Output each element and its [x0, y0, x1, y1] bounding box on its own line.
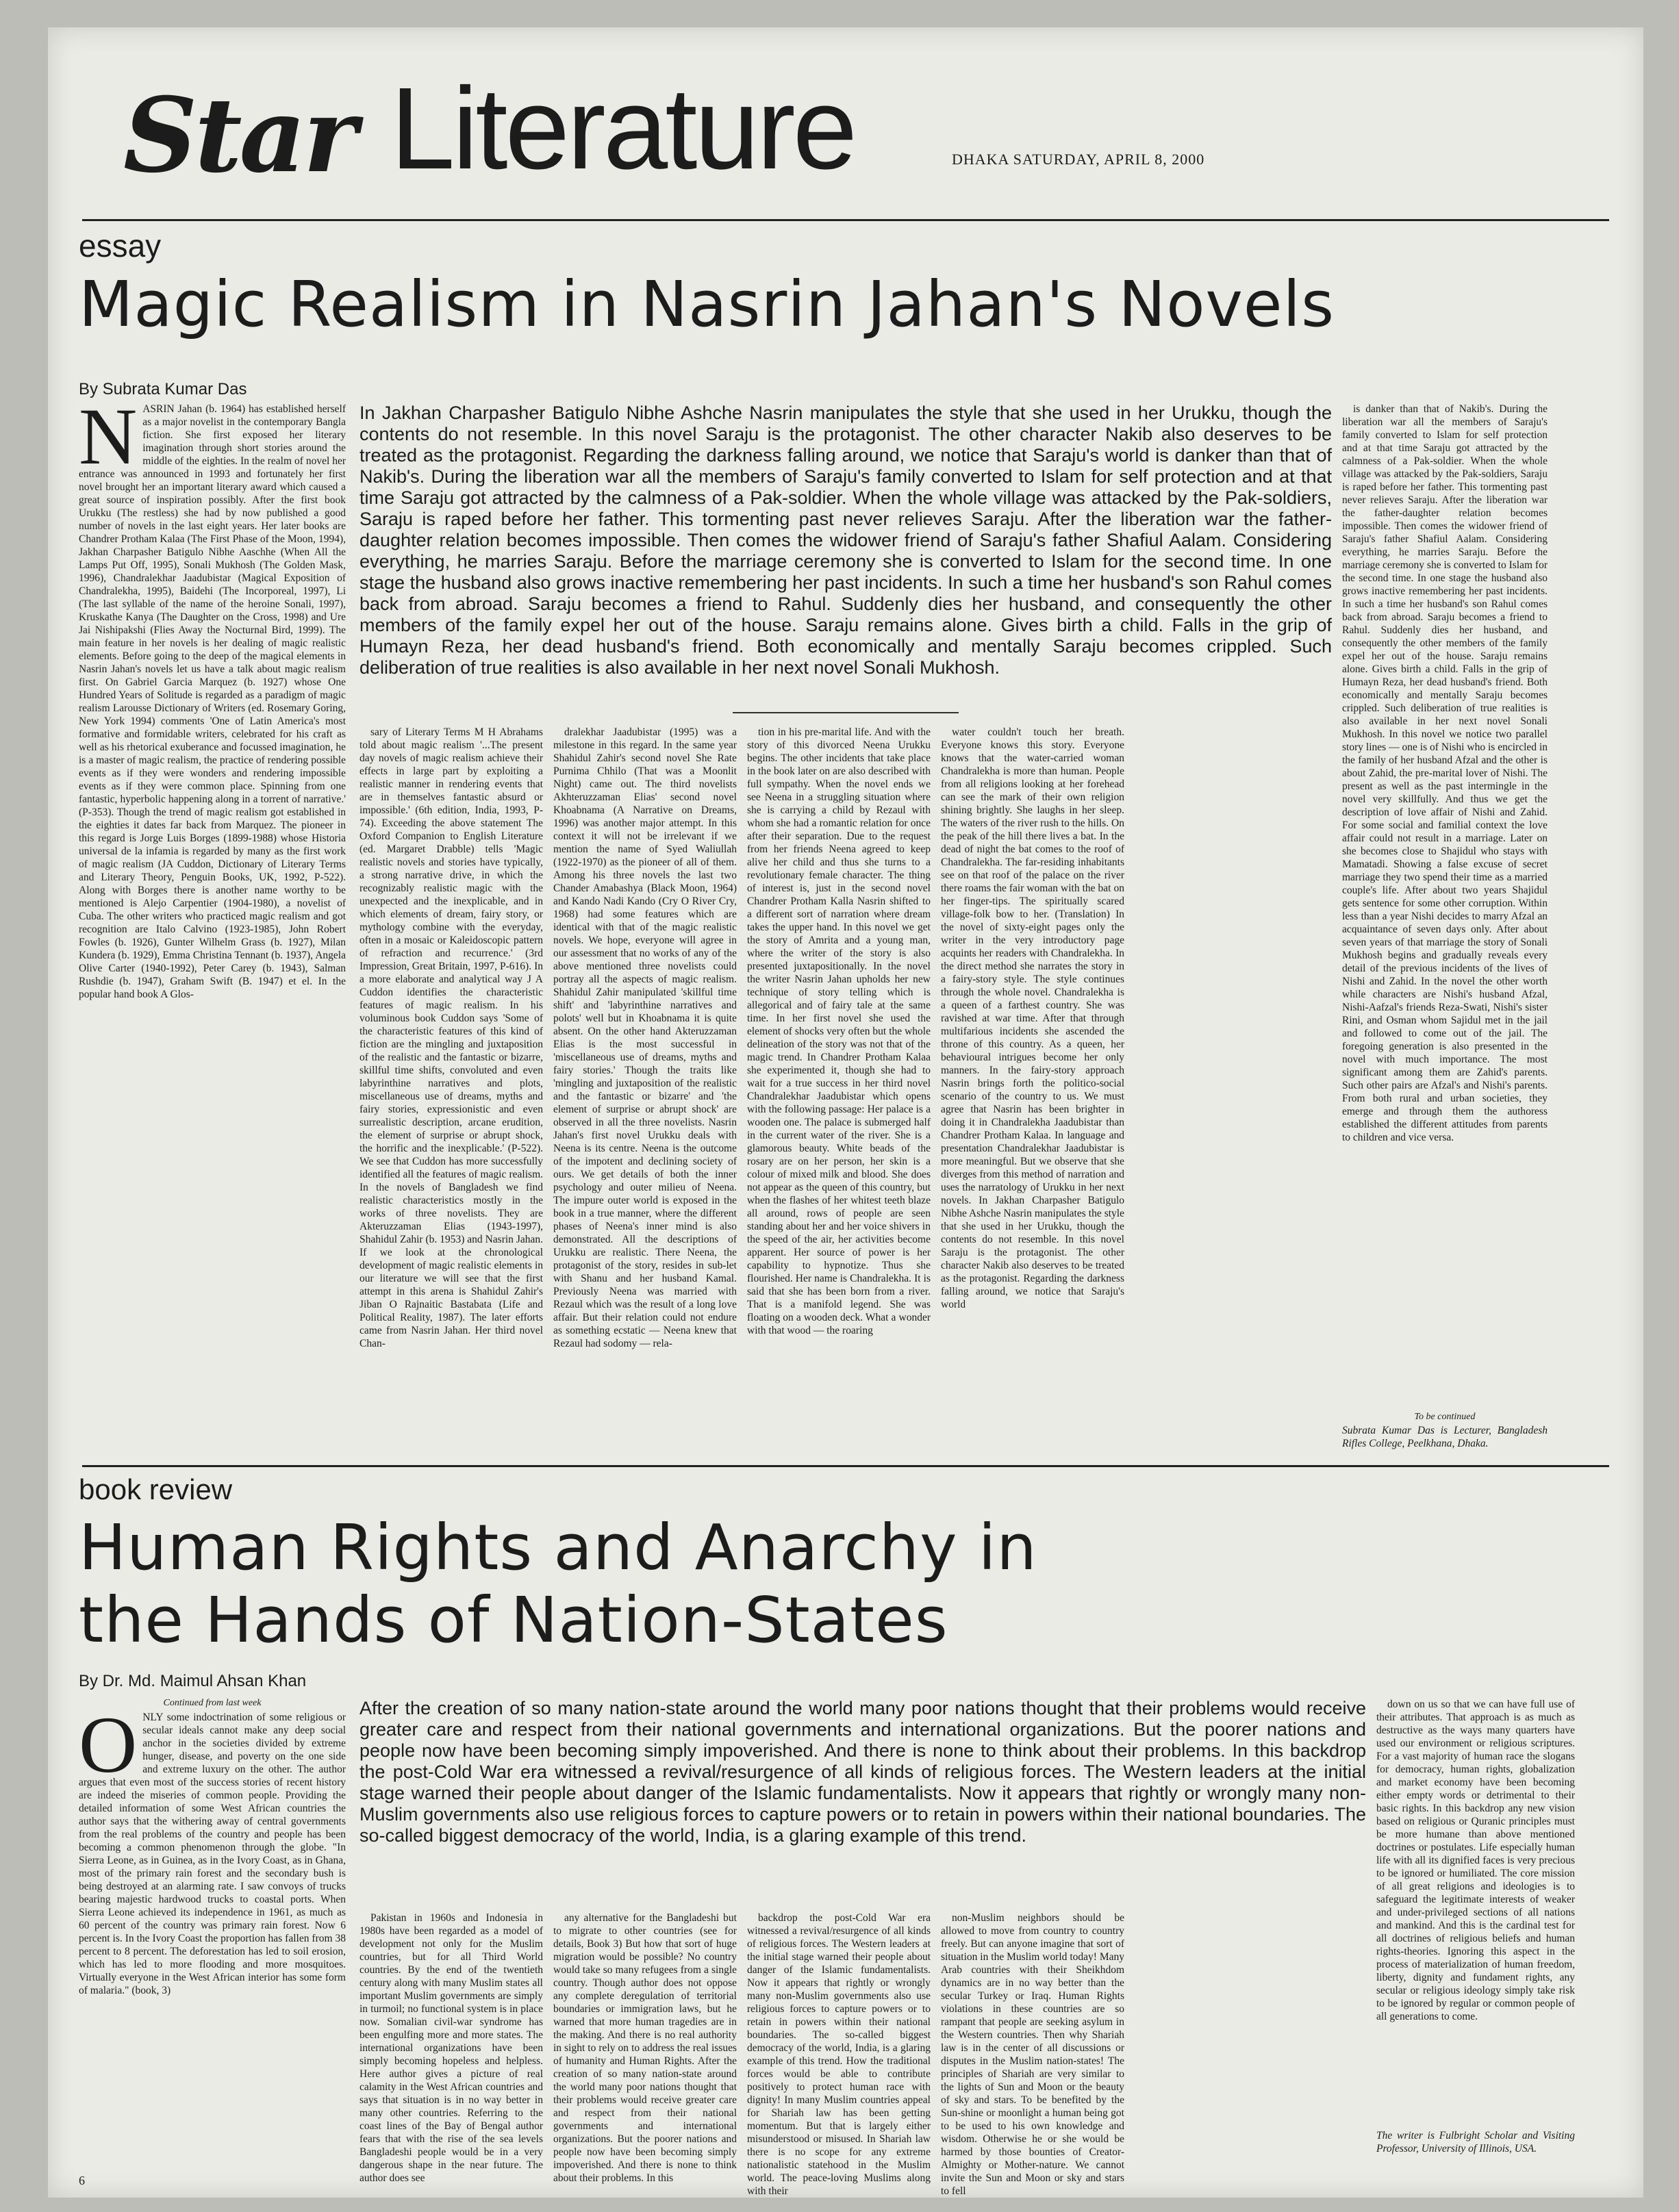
essay-byline: By Subrata Kumar Das: [79, 380, 247, 398]
essay-author-note: Subrata Kumar Das is Lecturer, Bangladesh Rifles College, Peelkhana, Dhaka.: [1342, 1425, 1548, 1449]
review-column-2: [359, 1911, 543, 2184]
review-column-text: backdrop the post-Cold War era witnessed a revival/resurgence of all kinds of religious forces. The Western leaders at the initial stage warned their people about danger of the Islamic fundamentalists. Now it appears that rightly or wrongly many non-Muslim governments also use religious forces to capture powers or to retain in powers within their national boundaries. The so-called biggest democracy of the world, India, is a glaring example of this trend. How the traditional forces would be able to contribute positively to protect human race with dignity! In many Muslim countries appeal for Shariah law has been getting momentum. But that is largely either misunderstood or misused. In Shariah law there is no scope for any extreme nationalistic statehood in the Muslim world. The peace-loving Muslims along with their: [747, 1912, 931, 2197]
review-column-text: any alternative for the Bangladeshi but to migrate to other countries (see for details, Book 3) But how that sort of huge migration would be possible? No country would take so many refugees from a single country. Though author does not oppose any complete deregulation of territorial boundaries or immigration laws, but he warned that more human tragedies are in the making. And there is no real authority in sight to rely on to address the real issues of humanity and Human Rights. After the creation of so many nation-state around the world many poor nations thought that their problems would receive greater care and respect from their national governments and international organizations. But the poorer nations and people now have been becoming simply impoverished. And there is none to think about their problems. In this: [553, 1912, 737, 2184]
essay-column-4: [747, 726, 931, 1445]
essay-dropcap: N: [79, 392, 138, 481]
essay-column-text: ASRIN Jahan (b. 1964) has established herself as a major novelist in the contemporary Bangla fiction. She first exposed her literary imagination through short stories around the middle of the eighties. In the realm of novel her entrance was announced in 1993 and fortunately her first novel brought her an important literary award which caused a great source of inspiration possibly. After the first book Urukku (The restless) she had by now published a good number of novels in the last eight years. Her later books are Chandrer Protham Kalaa (The First Phase of the Moon, 1994), Jakhan Charpasher Batigulo Nibhe Aaschhe (When All the Lamps Put Off, 1995), Sonali Mukhosh (The Golden Mask, 1996), Chandralekhar Jaadubistar (Magical Exposition of Chandralekha, 1995), Baidehi (The Incorporeal, 1997), Li (The last syllable of the name of the heroine Sonali, 1997), Kruskathe Kanya (The Daughter on the Cross, 1998) and Ure Jai Nishipakshi (Flies Away the Nocturnal Bird, 1999). The main feature in her novels is her dealing of magic realistic elements. Before going to the deep of the magical elements in Nasrin Jahan's novels let us have a talk about magic realism first. On Gabriel Garcia Marquez (b. 1927) whose One Hundred Years of Solitude is regarded as a paradigm of magic realism Larousse Dictionary of Writers (ed. Rosemary Goring, New York 1994) comments 'One of Latin America's most formative and formidable writers, celebrated for his craft as well as his rhetorical exuberance and focussed imagination, he is a master of magic realism, the practice of rendering possible events as if they were wonders and rendering impossible events as if they were common place. Spinning from one fantastic, hyperbolic happening along in a torrent of narrative.' (P-353). Though the trend of magic realism got established in the eighties it dates far back from Marquez. The pioneer in this regard is Jorge Luis Borges (1899-1988) whose Historia universal de la infamia is regarded by many as the first work of magic realism (JA Cuddon, Dictionary of Literary Terms and Literary Theory, Penguin Books, UK, 1992, P-522). Along with Borges there is another name worthy to be mentioned is Alejo Carpentier (1904-1980), a novelist of Cuba. The other writers who practiced magic realism and got recognition are Italo Calvino (1923-1985), John Robert Fowles (b. 1926), Gunter Wilhelm Grass (b. 1927), Milan Kundera (b. 1929), Emma Christina Tennant (b. 1937), Angela Olive Carter (1940-1992), Peter Carey (b. 1943), Salman Rushdie (b. 1947), Graham Swift (B. 1947) et el. In the popular hand book A Glos-: [79, 403, 346, 1000]
review-continued-from: Continued from last week: [163, 1698, 262, 1708]
review-title: [79, 1512, 1037, 1657]
dateline: DHAKA SATURDAY, APRIL 8, 2000: [952, 151, 1205, 168]
essay-column-text: water couldn't touch her breath. Everyone knows this story. Everyone knows that the water-carried woman Chandralekha is more than human. People from all religions looking at her forehead can see the mark of their own religion shining brightly. She laughs in her sleep. The waters of the river rush to the hills. On the peak of the hill there lives a bat. In the dead of night the bat comes to the roof of Chandralekha. The far-residing inhabitants see on that roof of the palace on the river there roams the fair woman with the bat on her finger-tips. The spiritually scared village-folk bow to her. (Translation) In the novel of sixty-eight pages only the writer in the very introductory page acquints her readers with Chandralekha. In the direct method she narrates the story in a fairy-story style. The style continues through the whole novel. Chandralekha is a queen of a farthest country. She was ravished at war time. After that through multifarious incidents she ascended the throne of this country. As a queen, her behavioural intrigues become her only manners. In the fairy-story approach Nasrin brings forth the politico-social scenario of the country to us. We must agree that Nasrin has been brighter in doing it in Chandralekha Jaadubistar than Chandrer Protham Kalaa. In language and presentation Chandralekhar Jaadubistar is more meaningful. But we observe that she diverges from this method of narration and uses the narratology of Urukku in her next novels. In Jakhan Charpasher Batigulo Nibhe Ashche Nasrin manipulates the style that she used in her Urukku, though the contents do not resemble. In this novel Saraju is the protagonist. The other character Nakib also deserves to be treated as the protagonist. Regarding the darkness falling around, we notice that Saraju's world: [941, 726, 1124, 1310]
essay-column-text: sary of Literary Terms M H Abrahams told about magic realism '...The present day novels of magic realism achieve their effects in large part by exploiting a realistic manner in rendering events that are in themselves fantastic absurd or impossible.' (6th edition, India, 1993, P-74). Exceeding the above statement The Oxford Companion to English Literature (ed. Margaret Drabble) tells 'Magic realistic novels and stories have typically, a strong narrative drive, in which the recognizably realistic magic with the unexpected and the inexplicable, and in which elements of dream, fairy story, or mythology combine with the everyday, often in a mosaic or Kaleidoscopic pattern of refraction and recurrence.' (3rd Impression, Great Britain, 1997, P-616). In a more elaborate and analytical way J A Cuddon identifies the characteristic features of magic realism. In his voluminous book Cuddon says 'Some of the characteristic features of this kind of fiction are the mingling and juxtaposition of the realistic and the fantastic or bizarre, skillful time shifts, convoluted and even labyrinthine narratives and plots, miscellaneous use of dreams, myths and fairy stories, expressionistic and even surrealistic description, arcane erudition, the element of surprise or abrupt shock, the horrific and the inexplicable.' (P-522). We see that Cuddon has more successfully identified all the features of magic realism. In the novels of Bangladesh we find realistic characteristics mostly in the works of three novelists. They are Akteruzzaman Elias (1943-1997), Shahidul Zahir (b. 1953) and Nasrin Jahan. If we look at the chronological development of magic realistic elements in our literature we will see that the first attempt in this arena is Shahidul Zahir's Jiban O Rajnaitic Bastabata (Life and Political Reality, 1987). The later efforts came from Nasrin Jahan. Her third novel Chan-: [359, 726, 543, 1349]
review-column-4: [747, 1911, 931, 2197]
review-byline: By Dr. Md. Maimul Ahsan Khan: [79, 1672, 307, 1690]
essay-column-5: [941, 726, 1124, 1445]
essay-column-2: [359, 726, 543, 1445]
essay-column-text: dralekhar Jaadubistar (1995) was a milestone in this regard. In the same year Shahidul Zahir's second novel She Rate Purnima Chhilo (That was a Moonlit Night) came out. The third novelists Akhteruzzaman Elias' second novel Khoabnama (A Narrative on Dreams, 1996) was another major attempt. In this context it will not be irrelevant if we mention the name of Syed Waliullah (1922-1970) as the pioneer of all of them. Among his three novels the last two Chander Amabashya (Black Moon, 1964) and Kando Nadi Kando (Cry O River Cry, 1968) had some features which are identical with that of the magic realistic novels. We hope, everyone will agree in our assessment that no works of any of the above mentioned three novelists could portray all the aspects of magic realism. Shahidul Zahir manipulated 'skillful time shift' and 'labyrinthine narratives and polots' well but in Khoabnama it is quite absent. On the other hand Akteruzzaman Elias is the most successful in 'miscellaneous use of dreams, myths and fairy stories.' Though the traits like 'mingling and juxtaposition of the realistic and the fantastic or bizarre' and 'the element of surprise or abrupt shock' are observed in all the three novelists. Nasrin Jahan's first novel Urukku deals with Neena is its centre. Neena is the outcome of the impotent and declining society of ours. We get details of both the inner psychology and outer milieu of Neena. The impure outer world is exposed in the book in a true manner, where the different phases of Neena's inner mind is also demonstrated. All the descriptions of Urukku are realistic. There Neena, the protagonist of the story, resides in sub-let with Shanu and her husband Kamal. Previously Neena was married with Rezaul which was the result of a long love affair. But their relation could not endure as something ecstatic — Neena knew that Rezaul had sodomy — rela-: [553, 726, 737, 1349]
masthead-star: Star: [123, 75, 355, 196]
review-deck: After the creation of so many nation-state around the world many poor nations thought that their problems would receive greater care and respect from their national governments and international organizations. But the poorer nations and people now have been becoming simply impoverished. And there is none to think about their problems. In this backdrop the post-Cold War era witnessed a revival/resurgence of all kinds of religious forces. The Western leaders at the initial stage warned their people about danger of the Islamic fundamentalists. Now it appears that rightly or wrongly many non-Muslim governments also use religious forces to capture powers or to retain in powers within their national boundaries. The so-called biggest democracy of the world, India, is a glaring example of this trend.: [359, 1698, 1366, 1846]
section-rule: [82, 1465, 1609, 1467]
masthead-literature: Literature: [390, 64, 855, 194]
review-column-text: down on us so that we can have full use of their attributes. That approach is as much as destructive as the ways many quarters have used our environment or religious scriptures. For a vast majority of human race the slogans for democracy, human rights, globalization and market economy have been becoming either empty words or detrimental to their basic rights. In this backdrop any new vision based on religious or Quranic principles must be more humane than above mentioned doctrines or postulates. Life especially human life with all its dignified faces is very precious to be ignored or humiliated. The core mission of all great religions and ideologies is to safeguard the legitimate interests of weaker and under-privileged sections of all nations and mankind. And this is the cardinal test for all doctrines of religious beliefs and human rights-theories. Ignoring this aspect in the process of materialization of human freedom, liberty, dignity and fundament rights, any secular or religious ideology simply take risk to be ignored by regular or common people of all generations to come.: [1376, 1699, 1575, 2022]
essay-column-text: is danker than that of Nakib's. During the liberation war all the members of Saraju's family converted to Islam for self protection and at that time Saraju got attracted by the calmness of a Pak-soldier. When the whole village was attacked by the Pak-soldiers, Saraju is raped before her father. This tormenting past never relieves Saraju. After the liberation war the father-daughter relation becomes impossible. Then comes the widower friend of Saraju's father Shafiul Aalam. Considering everything, he marries Saraju. Before the marriage ceremony she is converted to Islam for the second time. In one stage the husband also grows inactive remembering her past incidents. In such a time her husband's son Rahul comes back from abroad. Saraju becomes a friend to Rahul. Suddenly dies her husband, and consequently the other members of the family expel her out of the house. Saraju remains alone. Gives birth a child. Falls in the grip of Humayn Reza, her dead husband's friend. Both economically and mentally Saraju becomes crippled. Such deliberation of true realities is also available in her next novel Sonali Mukhosh. In this novel we notice two parallel story lines — one is of Nishi who is encircled in the family of her husband Afzal and the other is about Zahid, the pre-marital lover of Nishi. The present as well as the past intermingle in the novel very skillfully. And thus we get the description of love affair of Nishi and Zahid. For some social and familial context the love affair could not result in a marriage. Later on she becomes close to Shajidul who stays with Mamatadi. Showing a false excuse of secret marriage they two spend their time as a married couple's life. After about two years Shajidul gets sentence for some other corruption. Within less than a year Nishi decides to marry Afzal an acquaintance of seven days only. After about seven years of that marriage the story of Sonali Mukhosh begins and gradually reveals every detail of the previous incidents of the lives of Nishi and Zahid. In the novel the other worth while characters are Nishi's husband Afzal, Nishi-Aafzal's friends Reza-Swati, Nishi's sister Rini, and Osman whom Sajidul met in the jail and followed to come out of the jail. The foregoing generation is also presented in the novel with much importance. The most significant among them are Zahid's parents. Such other pairs are Afzal's and Nishi's parents. From both rural and urban societies, they emerge and through them the authoress established the different attitudes from parents to children and vice versa.: [1342, 403, 1548, 1143]
masthead-rule: [82, 219, 1609, 221]
essay-title: Magic Realism in Nasrin Jahan's Novels: [79, 268, 1335, 341]
essay-deck: In Jakhan Charpasher Batigulo Nibhe Ashche Nasrin manipulates the style that she used in her Urukku, though the contents do not resemble. In this novel Saraju is the protagonist. The other character Nakib also deserves to be treated as the protagonist. Regarding the darkness falling around, we notice that Saraju's world is danker than that of Nakib's. During the liberation war all the members of Saraju's family converted to Islam for self protection and at that time Saraju got attracted by the calmness of a Pak-soldier. When the whole village was attacked by the Pak-soldiers, Saraju is raped before her father. This tormenting past never relieves Saraju. After the liberation war the father-daughter relation becomes impossible. Then comes the widower friend of Saraju's father Shafiul Aalam. Considering everything, he marries Saraju. Before the marriage ceremony she is converted to Islam for the second time. In one stage the husband also grows inactive remembering her past incidents. In such a time her husband's son Rahul comes back from abroad. Saraju becomes a friend to Rahul. Suddenly dies her husband, and consequently the other members of the family expel her out of the house. Saraju remains alone. Gives birth a child. Falls in the grip of Humayn Reza, her dead husband's friend. Both economically and mentally Saraju becomes crippled. Such deliberation of true realities is also available in her next novel Sonali Mukhosh.: [359, 403, 1332, 678]
review-title-line2: the Hands of Nation-States: [79, 1583, 948, 1657]
review-column-6: [1376, 1698, 1575, 2122]
review-column-5: [941, 1911, 1124, 2197]
essay-column-6: [1342, 403, 1548, 1409]
essay-column-1: [79, 392, 346, 1443]
review-column-3: [553, 1911, 737, 2184]
newspaper-page: [48, 27, 1643, 2198]
masthead: [96, 62, 1602, 219]
essay-column-text: tion in his pre-marital life. And with the story of this divorced Neena Urukku begins. The other incidents that take place in the book later on are also described with full sympathy. When the novel ends we see Neena in a struggling situation where she is carrying a child by Rezaul with whom she had a romantic relation for once after their separation. Due to the request from her friends Neena agreed to keep alive her child and thus she turns to a revolutionary female character. The thing of interest is, just in the second novel Chandrer Protham Kalla Nasrin shifted to a different sort of narration where dream takes the upper hand. In this novel we get the story of Amrita and a young man, where the writer of the story is also presented juxtapositionally. In the novel the writer Nasrin Jahan upholds her new technique of story telling which is allegorical and of fairy tale at the same time. In her first novel she used the element of shocks very often but the whole delineation of the story was not that of the magic trend. In Chandrer Protham Kalaa she experimented it, though she had to wait for a true success in her third novel Chandralekhar Jaadubistar which opens with the following passage: Her palace is a wooden one. The palace is submerged half in the current water of the river. She is a glamorous beauty. White beads of the rosary are on her person, her skin is a colour of mixed milk and blood. She does not appear as the queen of this country, but when the flashes of her whitest teeth blaze all around, rows of people are seen standing about her and her voice shivers in the speed of the air, her activities become apparent. Her source of power is her capability to hypnotize. Thus she flourished. Her name is Chandralekha. It is said that she has been born from a river. That is a manifold legend. She was floating on a wooden deck. What a wonder with that wood — the roaring: [747, 726, 931, 1336]
essay-kicker: essay: [79, 228, 162, 264]
essay-column-3: [553, 726, 737, 1445]
review-author-note: The writer is Fulbright Scholar and Visiting Professor, University of Illinois, USA.: [1376, 2130, 1575, 2154]
review-title-line1: Human Rights and Anarchy in: [79, 1511, 1037, 1584]
review-column-text: NLY some indoctrination of some religious or secular ideals cannot make any deep social anchor in the societies divided by extreme hunger, disease, and poverty on the one side and extreme luxury on the other. The author argues that even most of the success stories of recent history are indeed the miseries of common people. Providing the detailed information of some West African countries the author says that the withering away of central governments from the real problems of the country and people has been becoming a common phenomenon through the globe. "In Sierra Leone, as in Guinea, as in the Ivory Coast, as in Ghana, most of the primary rain forest and the secondary bush is being destroyed at an alarming rate. I saw convoys of trucks bearing majestic hardwood trucks to coastal ports. When Sierra Leone achieved its independence in 1961, as much as 60 percent of the country was primary rain forest. Now 6 percent is. In the Ivory Coast the proportion has fallen from 38 percent to 8 percent. The deforestation has led to soil erosion, which has led to more flooding and more mosquitoes. Virtually everyone in the West African interior has some form of malaria." (book, 3): [79, 1712, 346, 1996]
review-dropcap: O: [79, 1700, 138, 1790]
review-column-1: [79, 1696, 346, 2169]
review-column-text: non-Muslim neighbors should be allowed to move from country to country freely. But can anyone imagine that sort of situation in the Muslim world today! Many Arab countries with their Sheikhdom dynamics are in no way better than the secular Turkey or Iraq. Human Rights violations in these countries are so rampant that people are seeking asylum in the Western countries. Then why Shariah law is in the center of all discussions or disputes in the Muslim nation-states! The principles of Shariah are very similar to the lights of Sun and Moon or the beauty of sky and stars. To be benefited by the Sun-shine or moonlight a human being got to be used to his own knowledge and wisdom. Otherwise he or she would be harmed by those bounties of Creator-Almighty or Mother-nature. We cannot invite the Sun and Moon or sky and stars to fell: [941, 1912, 1124, 2197]
essay-continued: To be continued: [1414, 1412, 1476, 1422]
page-number: 6: [79, 2174, 85, 2187]
review-kicker: book review: [79, 1473, 233, 1505]
review-column-text: Pakistan in 1960s and Indonesia in 1980s have been regarded as a model of development not only for the Muslim countries, but for all Third World countries. By the end of the twentieth century along with many Muslim states all important Muslim governments are simply in turmoil; no functional system is in place now. Somalian civil-war syndrome has been engulfing more and more states. The international organizations have been simply becoming hopeless and helpless. Here author gives a picture of real calamity in the West African countries and says that situation is in no way better in many other countries. Referring to the coast lines of the Bay of Bengal author fears that with the rise of the sea levels Bangladeshi people would be in a very dangerous shape in the near future. The author does see: [359, 1912, 543, 2184]
essay-deck-rule: [733, 712, 959, 713]
